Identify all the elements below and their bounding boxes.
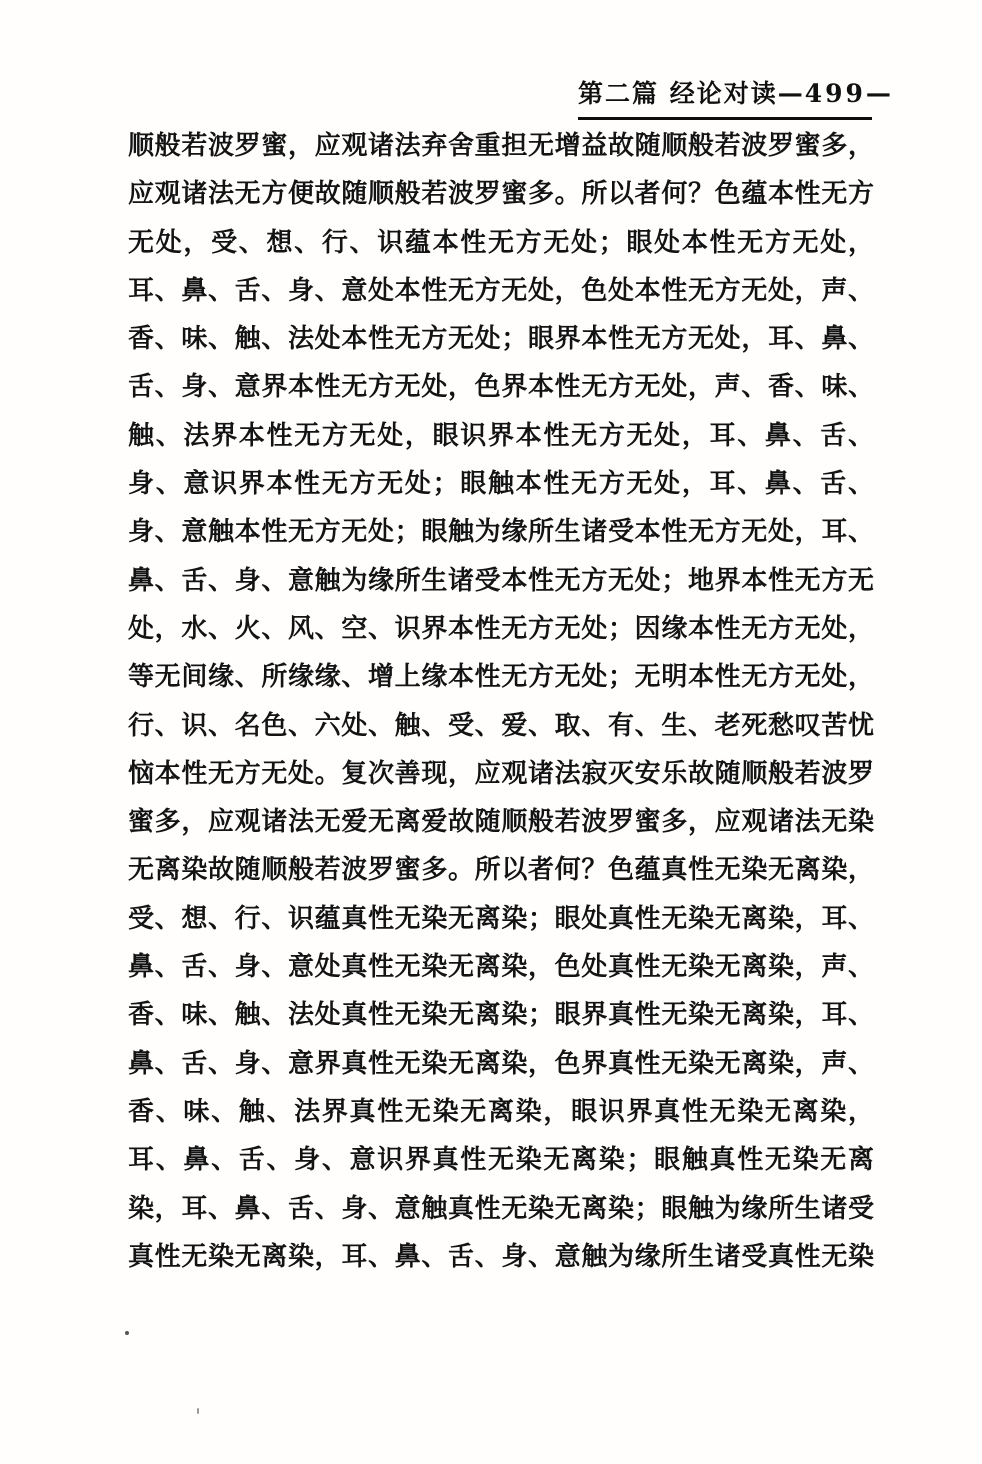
body-line: 耳、鼻、舌、身、意处本性无方无处，色处本性无方无处，声、	[128, 275, 874, 306]
body-line: 处，水、火、风、空、识界本性无方无处；因缘本性无方无处，	[128, 613, 874, 644]
body-line: 顺般若波罗蜜，应观诸法弃舍重担无增益故随顺般若波罗蜜多，	[128, 131, 874, 161]
body-line: 身、意触本性无方无处；眼触为缘所生诸受本性无方无处，耳、	[128, 517, 874, 548]
body-line: 耳、鼻、舌、身、意识界真性无染无离染；眼触真性无染无离	[128, 1145, 874, 1176]
body-line: 应观诸法无方便故随顺般若波罗蜜多。所以者何？色蕴本性无方	[128, 179, 874, 210]
body-line: 真性无染无离染，耳、鼻、舌、身、意触为缘所生诸受真性无染	[128, 1241, 874, 1272]
page-number-dash-left: —	[777, 79, 805, 108]
running-header	[578, 74, 893, 120]
body-line: 无处，受、想、行、识蕴本性无方无处；眼处本性无方无处，	[128, 227, 874, 258]
body-line: 香、味、触、法界真性无染无离染，眼识界真性无染无离染，	[128, 1096, 874, 1127]
body-line: 触、法界本性无方无处，眼识界本性无方无处，耳、鼻、舌、	[128, 420, 874, 451]
body-line: 染，耳、鼻、舌、身、意触真性无染无离染；眼触为缘所生诸受	[128, 1193, 874, 1224]
body-line: 鼻、舌、身、意触为缘所生诸受本性无方无处；地界本性无方无	[128, 565, 874, 596]
body-line: 行、识、名色、六处、触、受、爱、取、有、生、老死愁叹苦忧	[128, 710, 874, 741]
body-line: 香、味、触、法处真性无染无离染；眼界真性无染无离染，耳、	[128, 1000, 874, 1031]
scan-speck	[197, 1408, 199, 1414]
body-line: 受、想、行、识蕴真性无染无离染；眼处真性无染无离染，耳、	[128, 903, 874, 934]
body-line: 鼻、舌、身、意处真性无染无离染，色处真性无染无离染，声、	[128, 952, 874, 983]
page-number-dash-right: —	[865, 79, 893, 108]
body-line: 香、味、触、法处本性无方无处；眼界本性无方无处，耳、鼻、	[128, 324, 874, 355]
page-number: 499	[804, 79, 866, 108]
body-line: 等无间缘、所缘缘、增上缘本性无方无处；无明本性无方无处，	[128, 662, 874, 693]
body-line: 无离染故随顺般若波罗蜜多。所以者何？色蕴真性无染无离染，	[128, 855, 874, 886]
section-title: 第二篇 经论对读	[578, 79, 778, 108]
body-line: 舌、身、意界本性无方无处，色界本性无方无处，声、香、味、	[128, 372, 874, 403]
body-line: 鼻、舌、身、意界真性无染无离染，色界真性无染无离染，声、	[128, 1048, 874, 1079]
body-line: 恼本性无方无处。复次善现，应观诸法寂灭安乐故随顺般若波罗	[128, 758, 874, 789]
body-line: 蜜多，应观诸法无爱无离爱故随顺般若波罗蜜多，应观诸法无染	[128, 807, 874, 838]
scan-speck	[125, 1331, 129, 1335]
body-line: 身、意识界本性无方无处；眼触本性无方无处，耳、鼻、舌、	[128, 469, 874, 500]
body-text	[128, 122, 874, 1281]
